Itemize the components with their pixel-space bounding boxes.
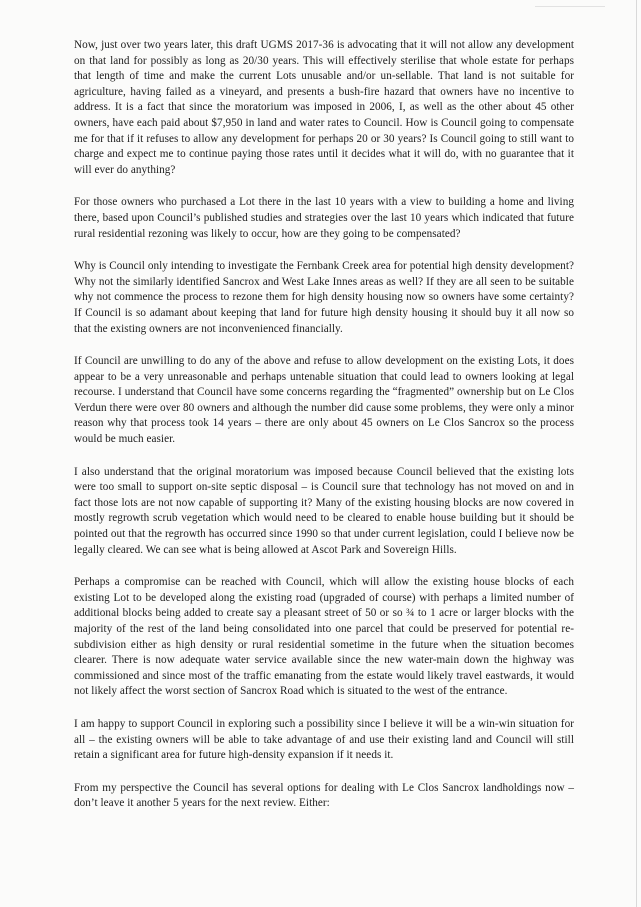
paragraph-legal-recourse: If Council are unwilling to do any of the above and refuse to allow development on the existing Lots, it does appear to be a very unreasonable and perhaps untenable situation that could lead to owners looking at legal recourse. I understand that Council have some concerns regarding the “fragmented” ownership but on Le Clos Verdun there were over 80 owners and although the number did cause some problems, they were only a minor reason why that process took 14 years – there are only about 45 owners on Le Clos Sancrox so the process would be much easier. — [74, 355, 574, 446]
paragraph-compromise: Perhaps a compromise can be reached with Council, which will allow the existing house blocks of each existing Lot to be developed along the existing road (upgraded of course) with perhaps a limited number of additional blocks being added to create say a pleasant street of 50 or so ¾ to 1 acre or larger blocks with the majority of the rest of the land being consolidated into one parcel that could be preserved for potential re-subdivision either as high density or rural residential sometime in the future when the situation becomes clearer. There is now adequate water service available since the new water-main down the highway was commissioned and since most of the traffic emanating from the estate would likely travel eastwards, it would not likely affect the worst section of Sancrox Road which is situated to the west of the entrance. — [74, 576, 574, 698]
paragraph-ugms-sterilise: Now, just over two years later, this draft UGMS 2017-36 is advocating that it will not allow any development on that land for possibly as long as 20/30 years. This will effectively sterilise that whole estate for perhaps that length of time and make the current Lots unusable and/or un-sellable. That land is not suitable for agriculture, having failed as a vineyard, and presents a bush-fire hazard that owners have no incentive to address. It is a fact that since the moratorium was imposed in 2006, I, as well as the other about 45 other owners, have each paid about $7,950 in land and water rates to Council. How is Council going to compensate me for that if it refuses to allow any development for perhaps 20 or 30 years? Is Council going to still want to charge and expect me to continue paying those rates until it decides what it will do, with no guarantee that it will ever do anything? — [74, 39, 574, 176]
paragraph-owners-compensation: For those owners who purchased a Lot there in the last 10 years with a view to building a home and living there, based upon Council’s published studies and strategies over the last 10 years which indicated that future rural residential rezoning was likely to occur, how are they going to be compensated? — [74, 196, 574, 240]
paragraph-septic-moratorium: I also understand that the original moratorium was imposed because Council believed that the existing lots were too small to support on-site septic disposal – is Council sure that technology has not moved on and in fact those lots are not now capable of supporting it? Many of the existing housing blocks are now covered in mostly regrowth scrub vegetation which would need to be cleared to enable house building but it should be pointed out that the regrowth has occurred since 1990 so that under current legislation, could I believe now be legally cleared. We can see what is being allowed at Ascot Park and Sovereign Hills. — [74, 465, 574, 556]
document-body — [74, 38, 574, 829]
paragraph-fernbank-creek: Why is Council only intending to investigate the Fernbank Creek area for potential high density development? Why not the similarly identified Sancrox and West Lake Innes areas as well? If they are all seen to be suitable why not commence the process to rezone them for high density housing now so owners have some certainty? If Council is so adamant about keeping that land for future high density housing it should buy it all now so that the existing owners are not inconvenienced financially. — [74, 260, 574, 335]
paragraph-win-win: I am happy to support Council in exploring such a possibility since I believe it will be a win-win situation for all – the existing owners will be able to take advantage of and use their existing land and Council will still retain a significant area for future high-density expansion if it needs it. — [74, 717, 574, 762]
scan-edge-line — [636, 0, 637, 907]
scan-edge-mark — [535, 6, 605, 7]
paragraph-options: From my perspective the Council has several options for dealing with Le Clos Sancrox landholdings now – don’t leave it another 5 years for the next review. Either: — [74, 781, 574, 810]
